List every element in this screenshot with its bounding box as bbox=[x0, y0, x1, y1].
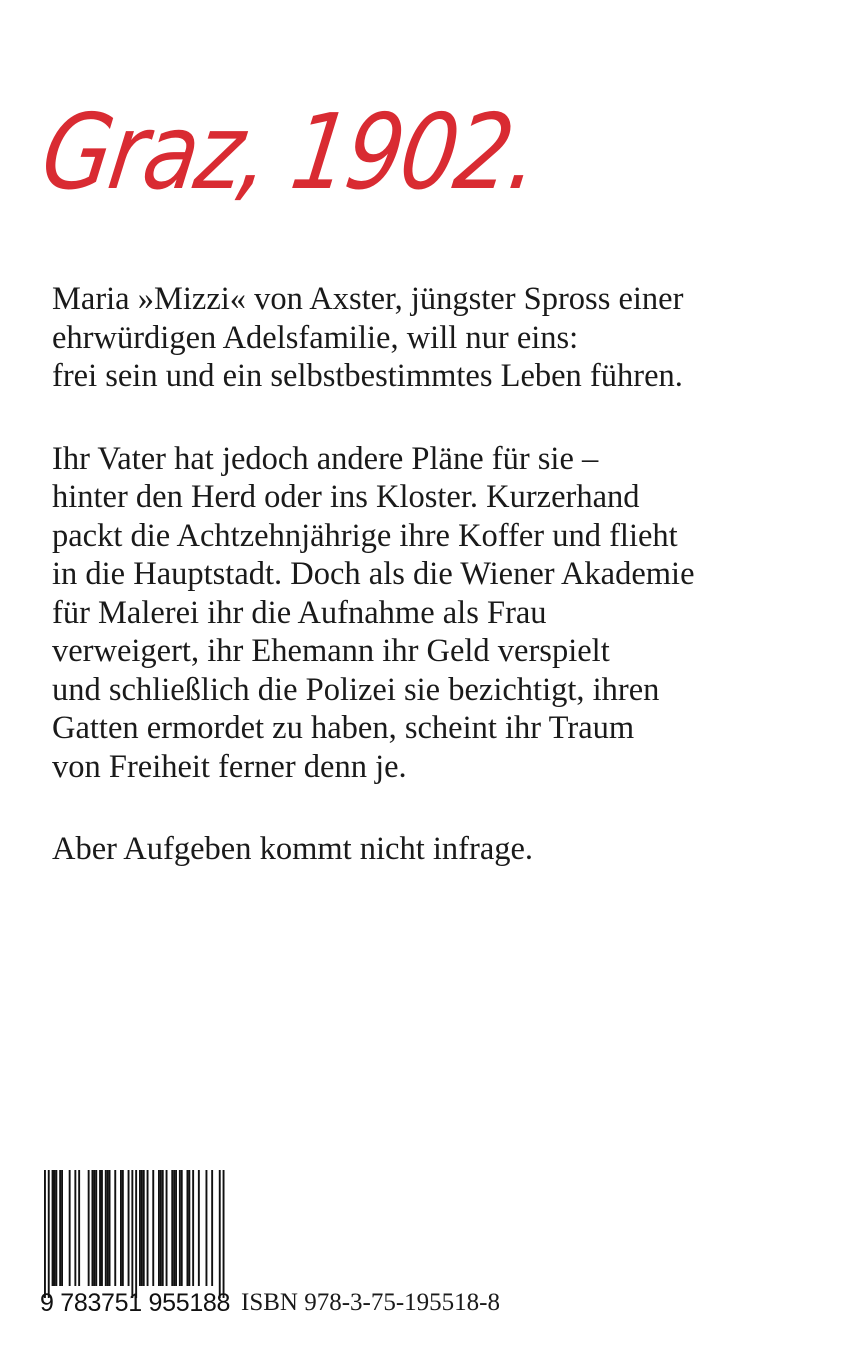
barcode-bar bbox=[95, 1170, 97, 1286]
blurb-line: hinter den Herd oder ins Kloster. Kurzerhand bbox=[52, 479, 640, 515]
barcode-bar bbox=[120, 1170, 122, 1286]
barcode-bar bbox=[211, 1170, 213, 1286]
barcode-bar bbox=[162, 1170, 164, 1286]
barcode-bar bbox=[160, 1170, 162, 1286]
barcode-bar bbox=[166, 1170, 168, 1286]
blurb-line: Aber Aufgeben kommt nicht infrage. bbox=[52, 831, 534, 867]
blurb-line: in die Hauptstadt. Doch als die Wiener Akademie bbox=[52, 556, 695, 592]
blurb-line: frei sein und ein selbstbestimmtes Leben führen. bbox=[52, 358, 683, 394]
barcode-bar bbox=[59, 1170, 61, 1286]
barcode-bar bbox=[114, 1170, 116, 1286]
barcode-bar bbox=[109, 1170, 111, 1286]
barcode-bar bbox=[219, 1170, 221, 1298]
barcode-bar bbox=[107, 1170, 109, 1286]
blurb-line: verweigert, ihr Ehemann ihr Geld verspielt bbox=[52, 633, 610, 669]
barcode-bar bbox=[143, 1170, 145, 1286]
barcode-bar bbox=[158, 1170, 160, 1286]
barcode-bar bbox=[69, 1170, 71, 1286]
blurb-line: Maria »Mizzi« von Axster, jüngster Spross einer bbox=[52, 281, 684, 317]
barcode-bar bbox=[147, 1170, 149, 1286]
barcode-bar bbox=[93, 1170, 95, 1286]
blurb-line: Gatten ermordet zu haben, scheint ihr Traum bbox=[52, 710, 635, 746]
barcode-bar bbox=[54, 1170, 56, 1286]
blurb-line: von Freiheit ferner denn je. bbox=[52, 748, 407, 785]
blurb-paragraph-1 bbox=[52, 280, 822, 396]
blurb-line: für Malerei ihr die Aufnahme als Frau bbox=[52, 594, 547, 631]
barcode-bar bbox=[139, 1170, 141, 1286]
barcode-digits: 9 783751 955188 bbox=[40, 1289, 231, 1317]
barcode-bar bbox=[188, 1170, 190, 1286]
barcode-bar bbox=[131, 1170, 133, 1298]
barcode-bar bbox=[61, 1170, 63, 1286]
barcode-bar bbox=[187, 1170, 189, 1286]
isbn-number: ISBN 978-3-75-195518-8 bbox=[241, 1289, 501, 1316]
blurb-paragraph-3 bbox=[52, 830, 822, 869]
blurb-paragraph-2 bbox=[52, 440, 822, 787]
barcode-bar bbox=[128, 1170, 130, 1286]
blurb-line: Ihr Vater hat jedoch andere Pläne für sie – bbox=[52, 440, 599, 477]
barcode-bar bbox=[44, 1170, 46, 1298]
blurb-line: ehrwürdigen Adelsfamilie, will nur eins: bbox=[52, 319, 579, 356]
back-cover-title: Graz, 1902. bbox=[34, 91, 545, 213]
barcode-bar bbox=[99, 1170, 101, 1286]
barcode-bar bbox=[206, 1170, 208, 1286]
barcode-bar bbox=[48, 1170, 50, 1298]
barcode-bar bbox=[173, 1170, 175, 1286]
barcode-bar bbox=[92, 1170, 94, 1286]
barcode-bar bbox=[179, 1170, 181, 1286]
barcode-bars bbox=[40, 1170, 230, 1300]
barcode bbox=[40, 1170, 230, 1318]
barcode-bar bbox=[88, 1170, 90, 1286]
barcode-bar bbox=[192, 1170, 194, 1286]
barcode-bar bbox=[105, 1170, 107, 1286]
barcode-bar bbox=[198, 1170, 200, 1286]
barcode-bar bbox=[223, 1170, 225, 1298]
blurb-text bbox=[52, 280, 822, 913]
barcode-bar bbox=[135, 1170, 137, 1298]
barcode-bar bbox=[55, 1170, 57, 1286]
barcode-bar bbox=[175, 1170, 177, 1286]
blurb-line: und schließlich die Polizei sie bezichtigt, ihren bbox=[52, 671, 660, 708]
barcode-bar bbox=[101, 1170, 103, 1286]
barcode-bar bbox=[171, 1170, 173, 1286]
barcode-bar bbox=[181, 1170, 183, 1286]
barcode-bar bbox=[152, 1170, 154, 1286]
blurb-line: packt die Achtzehnjährige ihre Koffer und flieht bbox=[52, 517, 678, 554]
barcode-bar bbox=[122, 1170, 124, 1286]
barcode-bar bbox=[78, 1170, 80, 1286]
barcode-bar bbox=[52, 1170, 54, 1286]
barcode-bar bbox=[74, 1170, 76, 1286]
barcode-bar bbox=[141, 1170, 143, 1286]
